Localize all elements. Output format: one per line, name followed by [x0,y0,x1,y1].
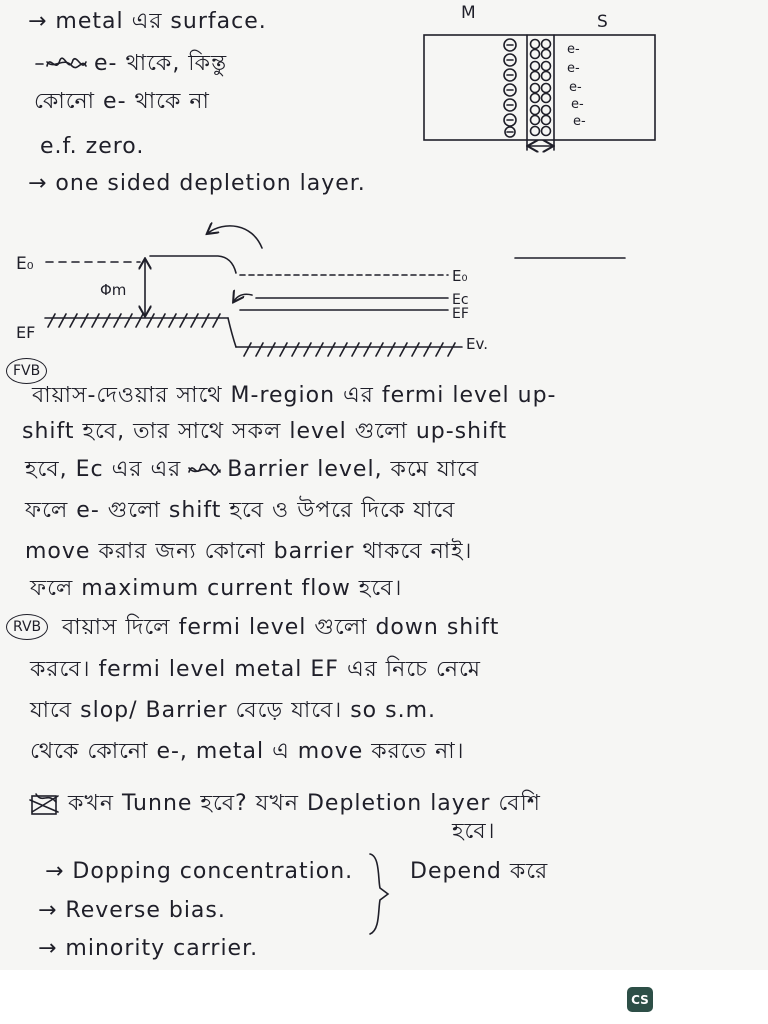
crossed-out-word [187,458,221,482]
note-depletion-layer: → one sided depletion layer. [28,171,366,196]
electron-label: e- [567,61,580,76]
curved-arrow [208,226,262,248]
metal-semiconductor-contact-diagram [415,0,675,160]
note-metal-surface: → metal এর surface. [28,9,267,34]
valence-band-hatched [236,343,462,356]
conduction-band-label: Ec [452,292,469,308]
vacuum-level-bend [150,256,236,273]
forward-bias-line: ফলে maximum current flow হবে। [30,576,403,601]
forward-bias-line [25,456,479,484]
work-function-label: Φm [100,281,127,299]
vacuum-level-right-label: E₀ [452,267,468,285]
negative-charges [504,39,516,137]
fermi-level-right-label: EF [452,306,469,322]
forward-bias-line: বায়াস-দেওয়ার সাথে M-region এর fermi level up- [32,383,557,408]
forward-bias-line: shift হবে, তার সাথে সকল level গুলো up-shift [22,419,508,444]
factor-item: → Dopping concentration. [45,859,354,884]
vacuum-level-left-label: E₀ [16,254,34,274]
note-ef-zero: e.f. zero. [40,134,145,159]
crossed-out-word [34,52,88,76]
factor-item: → minority carrier. [38,936,259,961]
camscanner-logo: CS [627,987,653,1012]
factor-item: → Reverse bias. [38,898,226,923]
tunnel-question-line [28,790,541,818]
note-no-electron: কোনো e- থাকে না [34,89,210,114]
valence-band-label: Ev. [466,335,488,353]
forward-bias-line-part: Barrier level, কমে যাবে [227,457,480,482]
forward-bias-line: ফলে e- গুলো shift হবে ও উপরে দিকে যাবে [25,498,456,523]
electron-label: e- [573,114,586,129]
energy-band-diagram [0,215,640,360]
semiconductor-label: S [597,12,608,32]
electron-label: e- [567,42,580,57]
positive-charges [531,40,551,136]
note-electron-line [34,50,227,78]
electron-label: e- [571,97,584,112]
forward-bias-tag: FVB [6,358,47,384]
crossed-out-mark [28,790,62,818]
forward-bias-line: move করার জন্য কোনো barrier থাকবে নাই। [25,539,473,564]
reverse-bias-tag: RVB [6,614,48,640]
band-step [228,318,236,347]
reverse-bias-line: থেকে কোনো e-, metal এ move করতে না। [30,739,465,764]
reverse-bias-line: করবে। fermi level metal EF এর নিচে নেমে [30,657,482,682]
grouping-brace [366,850,396,938]
reverse-bias-line: যাবে slop/ Barrier বেড়ে যাবে। so s.m. [30,698,437,723]
reverse-bias-line: বায়াস দিলে fermi level গুলো down shift [62,615,500,640]
note-electron-text: e- থাকে, কিন্তু [94,51,228,76]
forward-bias-line-part: হবে, Ec এর এর [25,457,182,482]
depend-label: Depend করে [410,859,549,884]
metal-label: M [461,3,476,23]
tunnel-question-continuation: হবে। [452,819,496,844]
tunnel-question-text: কখন Tunne হবে? যখন Depletion layer বেশি [68,791,541,816]
metal-fermi-level-hatched [45,314,228,327]
electron-label: e- [569,80,582,95]
electron-flow-arrow [234,294,252,301]
fermi-level-left-label: EF [16,323,36,342]
